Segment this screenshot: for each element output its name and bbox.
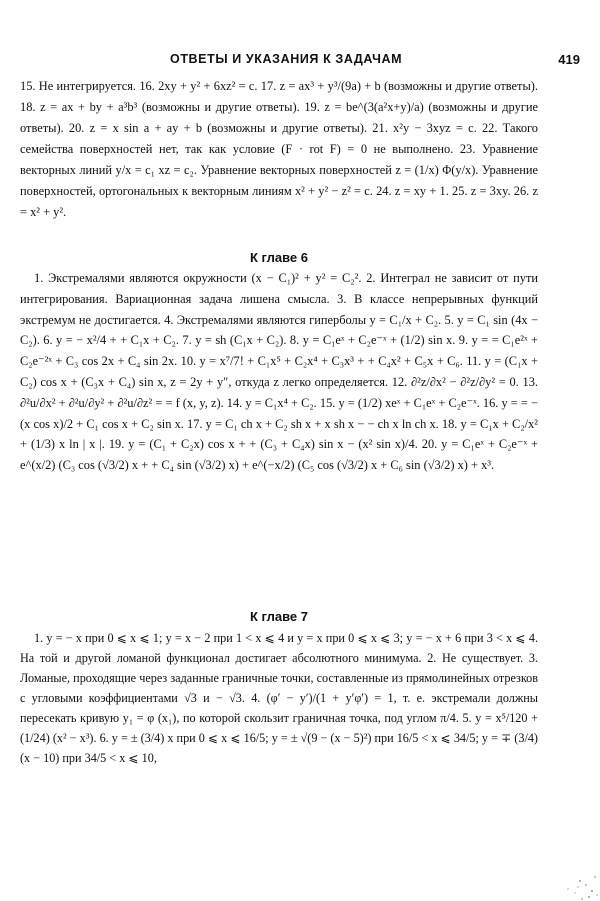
- answers-text: 15. Не интегрируется. 16. 2xy + y² + 6xz² = c. 17. z = ax³ + y³/(9a) + b (возможны и другие ответы). 18. z = ax + by + a³b³ (возможны и другие ответы). 19. z = be^(3(a²x+y)/a) (возможны и другие ответы). 20. z = x sin a + ay + b (возможны и другие ответы). 21. x²y − 3xyz = c. 22. Такого семейства поверхностей нет, так как условие (F · rot F) = 0 не выполнено. 23. Уравнение векторных линий y/x = c₁ xz = c₂. Уравнение векторных поверхностей z = (1/x) Φ(y/x). Уравнение поверхностей, ортогональных к векторным линиям x² + y² − z² = c. 24. z = xy + 1. 25. z = 3xy. 26. z = x² + y².: [20, 79, 538, 219]
- running-head: ОТВЕТЫ И УКАЗАНИЯ К ЗАДАЧАМ: [170, 52, 403, 66]
- answers-chapter6: [20, 268, 538, 624]
- answers-chapter5-continued: [20, 76, 538, 244]
- page-header: [20, 52, 580, 74]
- chapter-6-heading: К главе 6: [249, 250, 309, 265]
- answers-text: 1. Экстремалями являются окружности (x − C₁)² + y² = C₂². 2. Интеграл не зависит от пути интегрирования. Вариационная задача лишена смысла. 3. В классе непрерывных функций экстремум не достигается. 4. Экстремалями являются гиперболы y = C₁/x + C₂. 5. y = C₁ sin (4x − C₂). 6. y = − x²/4 + + C₁x + C₂. 7. y = sh (C₁x + C₂). 8. y = C₁eˣ + C₂e⁻ˣ + (1/2) sin x. 9. y = = C₁e²ˣ + C₂e⁻²ˣ + C₃ cos 2x + C₄ sin 2x. 10. y = x⁷/7! + C₁x⁵ + C₂x⁴ + C₃x³ + + C₄x² + C₅x + C₆. 11. y = (C₁x + C₂) cos x + (C₃x + C₄) sin x, z = 2y + y″, откуда z легко определяется. 12. ∂²z/∂x² − ∂²z/∂y² = 0. 13. ∂²u/∂x² + ∂²u/∂y² + ∂²u/∂z² = = f (x, y, z). 14. y = C₁x⁴ + C₂. 15. y = (1/2) xeˣ + C₁eˣ + C₂e⁻ˣ. 16. y = = − (x cos x)/2 + C₁ cos x + C₂ sin x. 17. y = C₁ ch x + C₂ sh x + x sh x − − ch x ln ch x. 18. y = C₁x + C₂/x² + (1/3) x ln | x |. 19. y = (C₁ + C₂x) cos x + + (C₃ + C₄x) sin x − (x² sin x)/4. 20. y = C₁eˣ + C₂e⁻ˣ + e^(x/2) (C₃ cos (√3/2) x + + C₄ sin (√3/2) x) + e^(−x/2) (C₅ cos (√3/2) x + C₆ sin (√3/2) x) + x³.: [20, 271, 538, 473]
- scan-noise: [520, 811, 600, 901]
- page-number: 419: [558, 52, 580, 67]
- chapter-7-heading: К главе 7: [249, 609, 309, 624]
- answers-text: 1. y = − x при 0 ⩽ x ⩽ 1; y = x − 2 при 1 < x ⩽ 4 и y = x при 0 ⩽ x ⩽ 3; y = − x + 6 при 3 < x ⩽ 4. На той и другой ломаной функционал достигает абсолютного минимума. 2. Не существует. 3. Ломаные, проходящие через заданные граничные точки, составленные из прямолинейных отрезков с угловыми коэффициентами √3 и − √3. 4. (φ′ − y′)/(1 + y′φ′) = 1, т. е. экстремали должны пересекать кривую y₁ = φ (x₁), по которой скользит граничная точка, под углом π/4. 5. y = x⁵/120 + (1/24) (x² − x³). 6. y = ± (3/4) x при 0 ⩽ x ⩽ 16/5; y = ± √(9 − (x − 5)²) при 16/5 < x ⩽ 34/5; y = ∓ (3/4) (x − 10) при 34/5 < x ⩽ 10,: [20, 631, 538, 765]
- answers-chapter7: [20, 628, 538, 788]
